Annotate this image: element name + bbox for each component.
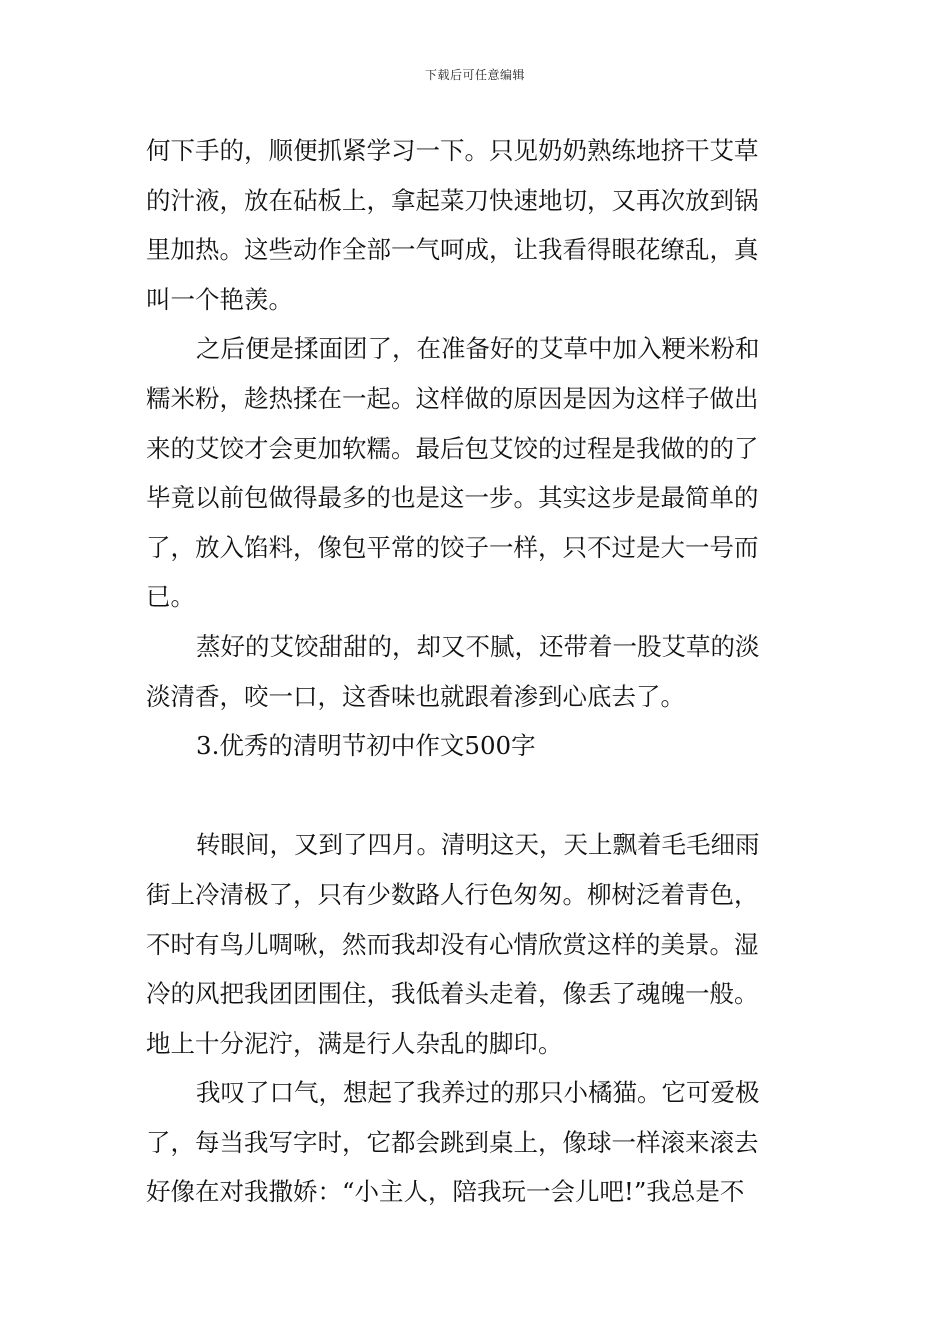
text-line: 毕竟以前包做得最多的也是这一步。其实这步是最简单的: [146, 483, 759, 513]
text-line: 淡清香，咬一口，这香味也就跟着渗到心底去了。: [146, 681, 685, 711]
text-line: 里加热。这些动作全部一气呵成，让我看得眼花缭乱，真: [146, 235, 759, 265]
paragraph-start-line: 之后便是揉面团了，在准备好的艾草中加入粳米粉和: [196, 334, 760, 364]
text-line: 来的艾饺才会更加软糯。最后包艾饺的过程是我做的的了: [146, 433, 759, 463]
blank-line: [146, 771, 806, 821]
document-body: [146, 126, 806, 1217]
text-line: 地上十分泥泞，满是行人杂乱的脚印。: [146, 1028, 563, 1058]
text-line: 了，每当我写字时，它都会跳到桌上，像球一样滚来滚去: [146, 1127, 759, 1157]
text-line: 的汁液，放在砧板上，拿起菜刀快速地切，又再次放到锅: [146, 185, 759, 215]
paragraph-start-line: 转眼间，又到了四月。清明这天，天上飘着毛毛细雨: [196, 830, 760, 860]
text-line: 叫一个艳羡。: [146, 284, 293, 314]
paragraph-start-line: 蒸好的艾饺甜甜的，却又不腻，还带着一股艾草的淡: [196, 631, 760, 661]
text-line: 不时有鸟儿啁啾，然而我却没有心情欣赏这样的美景。湿: [146, 929, 759, 959]
paragraph-start-line: 我叹了口气，想起了我养过的那只小橘猫。它可爱极: [196, 1078, 760, 1108]
text-line: 糯米粉，趁热揉在一起。这样做的原因是因为这样子做出: [146, 383, 759, 413]
section-heading: 3.优秀的清明节初中作文500字: [196, 731, 536, 761]
text-line: 好像在对我撒娇：“小主人，陪我玩一会儿吧!”我总是不: [146, 1177, 745, 1207]
text-line: 何下手的，顺便抓紧学习一下。只见奶奶熟练地挤干艾草: [146, 136, 759, 165]
text-line: 冷的风把我团团围住，我低着头走着，像丢了魂魄一般。: [146, 979, 759, 1009]
page-header: 下载后可任意编辑: [424, 68, 525, 82]
text-line: 了，放入馅料，像包平常的饺子一样，只不过是大一号而: [146, 532, 759, 562]
text-line: 街上冷清极了，只有少数路人行色匆匆。柳树泛着青色，: [146, 879, 759, 909]
text-line: 已。: [146, 582, 195, 612]
